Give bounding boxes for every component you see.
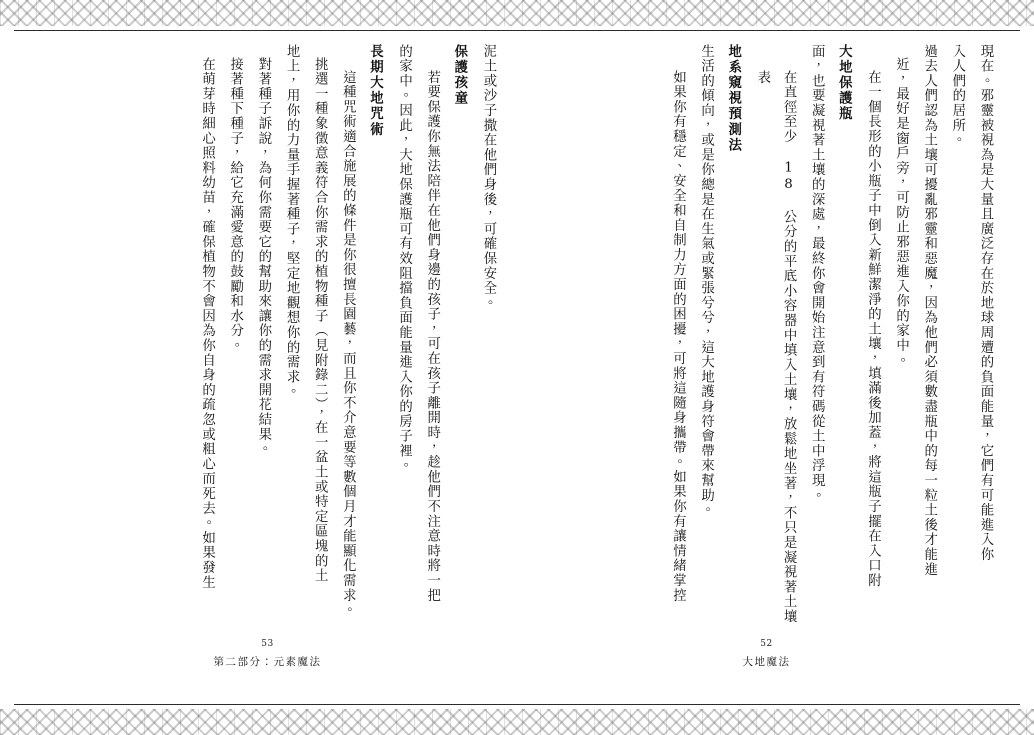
text-column: 地上，用你的力量手握著種子，堅定地觀想你的需求。 xyxy=(284,44,300,400)
top-rule-line xyxy=(14,30,1020,31)
text-column: 泥土或沙子撒在他們身後，可確保安全。 xyxy=(481,44,496,311)
text-column: 現在。邪靈被視為是大量且廣泛存在於地球周遭的負面能量，它們有可能進入你 xyxy=(978,44,993,562)
text-column: 入人們的居所。 xyxy=(949,44,965,148)
text-column: 近，最好是窗戶旁，可防止邪惡進入你的家中。 xyxy=(893,57,909,368)
text-column: 生活的傾向，或是你總是在生氣或緊張兮兮，這大地護身符會帶來幫助。 xyxy=(698,44,714,518)
page-spread xyxy=(18,44,1016,689)
left-page-running-head: 第二部分：元素魔法 xyxy=(213,656,322,668)
bottom-ornament-border xyxy=(0,709,1034,735)
text-column: 接著種下種子，給它充滿愛意的鼓勵和水分。 xyxy=(227,57,243,353)
text-column: 在直徑至少 18 公分的平底小容器中填入土壤，放鬆地坐著，不只是凝視著土壤表 xyxy=(754,70,797,624)
text-column: 對著種子訴說，為何你需要它的幫助來讓你的需求開花結果。 xyxy=(255,57,271,457)
text-column: 面，也要凝視著土壤的深處，最終你會開始注意到有符碼從土中浮現。 xyxy=(809,44,825,503)
right-page-text-columns xyxy=(662,44,998,624)
text-column: 在一個長形的小瓶子中倒入新鮮潔淨的土壤，填滿後加蓋，將這瓶子擺在入口附 xyxy=(865,70,881,588)
section-heading: 地系窺視預測法 xyxy=(725,44,742,154)
right-page-running-head: 大地魔法 xyxy=(742,656,791,668)
left-page-text-columns xyxy=(191,44,501,618)
bottom-rule-line xyxy=(14,704,1020,705)
left-page-folio: 53 xyxy=(261,639,274,649)
left-page xyxy=(18,44,517,689)
text-column: 挑選一種象徵意義符合你需求的植物種子（見附錄二），在一盆土或特定區塊的土 xyxy=(312,57,328,584)
section-heading: 保護孩童 xyxy=(451,44,468,107)
section-heading: 長期大地咒術 xyxy=(367,44,384,138)
top-ornament-border xyxy=(0,0,1034,26)
section-heading: 大地保護瓶 xyxy=(836,44,853,122)
text-column: 的家中。因此，大地保護瓶可有效阻擋負面能量進入你的房子裡。 xyxy=(396,44,412,474)
right-page-folio: 52 xyxy=(760,639,773,649)
text-column: 過去人們認為土壤可擾亂邪靈和惡魔，因為他們必須數盡瓶中的每一粒土後才能進 xyxy=(921,44,937,577)
right-page xyxy=(517,44,1016,689)
text-column: 如果你有穩定、安全和自制力方面的困擾，可將這隨身攜帶。如果你有讓情緒掌控 xyxy=(670,70,686,603)
text-column: 這種咒術適合施展的條件是你很擅長園藝，而且你不介意要等數個月才能顯化需求。 xyxy=(340,70,356,618)
text-column: 在萌芽時細心照料幼苗，確保植物不會因為你自身的疏忽或粗心而死去。如果發生 xyxy=(199,57,215,590)
text-column: 若要保護你無法陪伴在他們身邊的孩子，可在孩子離開時，趁他們不注意時將一把 xyxy=(424,70,440,603)
